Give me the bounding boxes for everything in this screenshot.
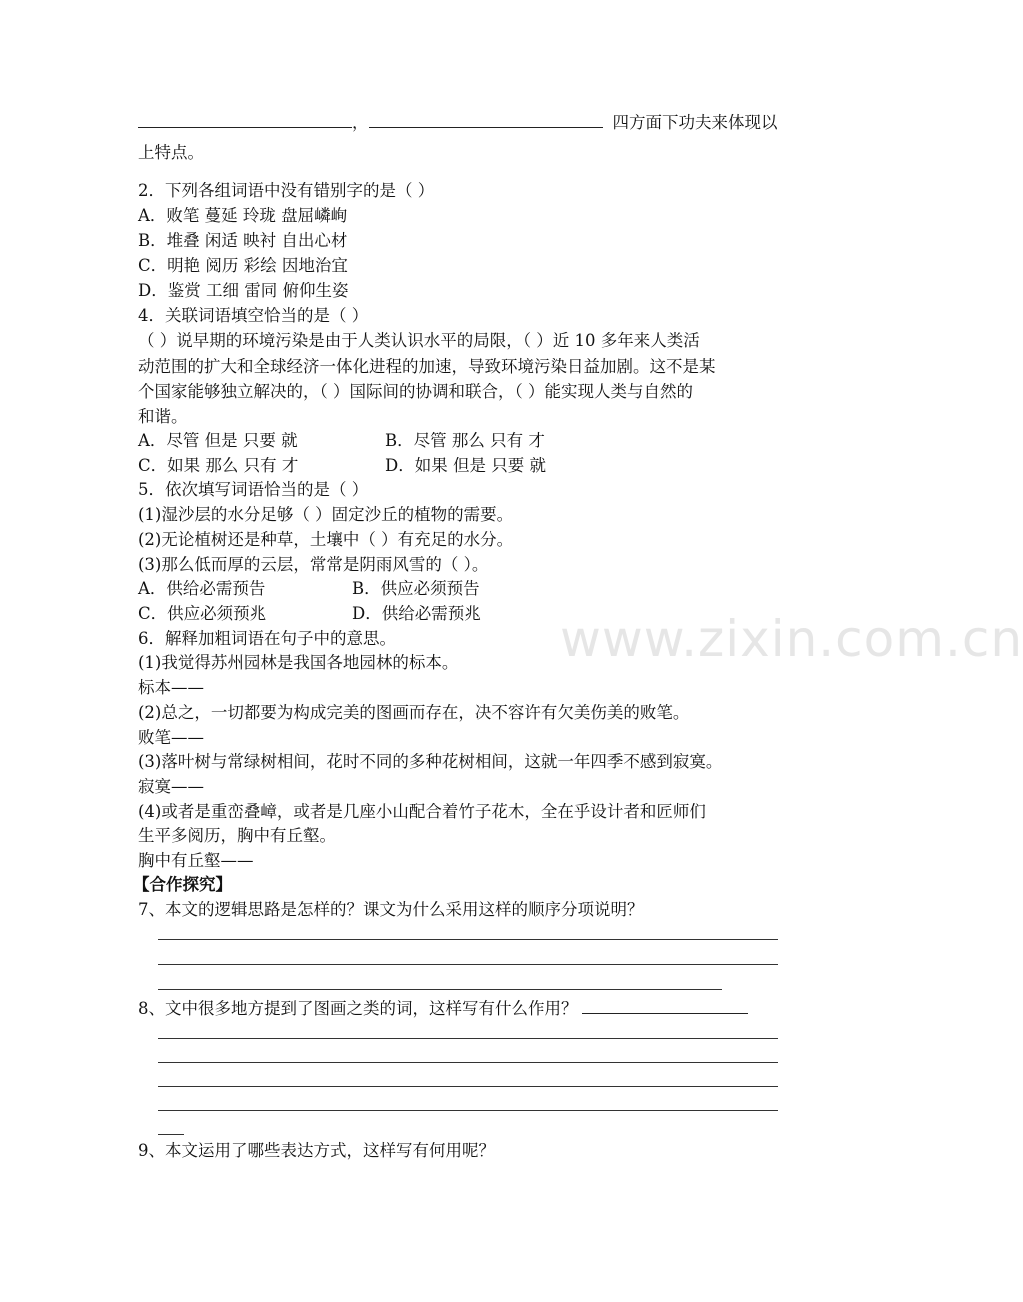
q5-option-d: D．供给必需预兆 [352,604,481,623]
q8-answer-line-2[interactable] [158,1062,778,1063]
q1-answer-line [138,112,778,134]
q8-answer-line-1[interactable] [158,1038,778,1039]
q6-stem: 6．解释加粗词语在句子中的意思。 [138,629,396,648]
q2-option-c: C．明艳 阅历 彩绘 因地治宜 [138,256,348,275]
q8-question-row [138,998,748,1020]
q6-sentence-4a: (4)或者是重峦叠嶂，或者是几座小山配合着竹子花木，全在乎设计者和匠师们 [138,802,706,821]
q7-answer-line-2[interactable] [158,964,778,965]
q6-sentence-4b: 生平多阅历，胸中有丘壑。 [138,826,336,845]
q5-option-a: A．供给必需预告 [138,579,266,598]
q8-answer-line-5[interactable] [158,1134,184,1135]
blank-2[interactable] [369,113,603,128]
q8-question: 8、文中很多地方提到了图画之类的词，这样写有什么作用？ [138,999,578,1018]
q4-option-d: D．如果 但是 只要 就 [385,456,546,475]
q1-comma: ， [352,113,369,132]
q6-answer-1: 标本—— [138,678,204,697]
q6-answer-3: 寂寞—— [138,777,204,796]
q7-answer-line-3[interactable] [158,989,722,990]
q5-stem: 5．依次填写词语恰当的是（ ） [138,480,369,499]
q5-item-2: (2)无论植树还是种草，土壤中（ ）有充足的水分。 [138,530,514,549]
q9-question: 9、本文运用了哪些表达方式，这样写有何用呢？ [138,1141,495,1160]
q4-passage-line-1: （ ）说早期的环境污染是由于人类认识水平的局限，（ ）近 10 多年来人类活 [138,331,700,350]
q6-sentence-1: (1)我觉得苏州园林是我国各地园林的标本。 [138,653,459,672]
q5-item-3: (3)那么低而厚的云层，常常是阴雨风雪的（ ）。 [138,555,489,574]
q8-answer-line-4[interactable] [158,1110,778,1111]
q6-sentence-3: (3)落叶树与常绿树相间，花时不同的多种花树相间，这就一年四季不感到寂寞。 [138,752,723,771]
q7-question: 7、本文的逻辑思路是怎样的？课文为什么采用这样的顺序分项说明？ [138,900,644,919]
q2-stem: 2．下列各组词语中没有错别字的是（ ） [138,181,435,200]
q8-answer-line-3[interactable] [158,1086,778,1087]
q4-stem: 4．关联词语填空恰当的是（ ） [138,306,369,325]
q2-option-d: D．鉴赏 工细 雷同 俯仰生姿 [138,281,349,300]
q6-answer-2: 败笔—— [138,728,204,747]
blank-1[interactable] [138,113,352,128]
watermark: www.zixin.com.cn [560,610,1023,668]
q4-passage-line-3: 个国家能够独立解决的，（ ）国际间的协调和联合，（ ）能实现人类与自然的 [138,382,693,401]
q6-answer-4: 胸中有丘壑—— [138,851,254,870]
q4-passage-line-2: 动范围的扩大和全球经济一体化进程的加速，导致环境污染日益加剧。这不是某 [138,357,716,376]
q5-option-b: B．供应必须预告 [352,579,480,598]
q8-answer-blank[interactable] [582,999,748,1014]
q1-continuation: 上特点。 [138,143,204,162]
q7-answer-line-1[interactable] [158,939,778,940]
q5-option-c: C．供应必须预兆 [138,604,267,623]
q6-sentence-2: (2)总之，一切都要为构成完美的图画而存在，决不容许有欠美伤美的败笔。 [138,703,690,722]
q4-passage-line-4: 和谐。 [138,407,188,426]
q4-option-a: A．尽管 但是 只要 就 [138,431,298,450]
q1-tail-text: 四方面下功夫来体现以 [612,113,778,132]
q2-option-b: B．堆叠 闲适 映衬 自出心材 [138,231,348,250]
q2-option-a: A．败笔 蔓延 玲珑 盘屈嶙峋 [138,206,348,225]
q4-option-b: B．尽管 那么 只有 才 [385,431,545,450]
q4-option-c: C．如果 那么 只有 才 [138,456,299,475]
q5-item-1: (1)湿沙层的水分足够（ ）固定沙丘的植物的需要。 [138,505,514,524]
section-heading: 【合作探究】 [133,875,232,894]
